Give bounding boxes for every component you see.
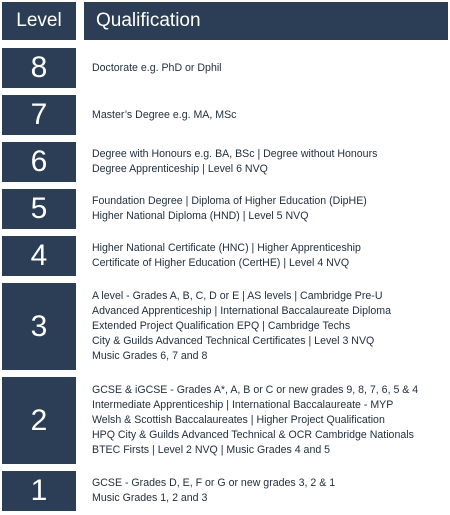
qualification-line: Higher National Diploma (HND) | Level 5 NVQ — [92, 210, 309, 222]
qualification-description — [92, 236, 448, 276]
table-row-level-7 — [2, 95, 448, 135]
qualification-line: Doctorate e.g. PhD or Dphil — [92, 61, 222, 74]
qualification-line: Degree Apprenticeship | Level 6 NVQ — [92, 163, 268, 175]
qualification-description — [92, 95, 448, 135]
qualification-line: GCSE - Grades D, E, F or G or new grades 3, 2 & 1 — [92, 477, 336, 489]
qualification-line: Master’s Degree e.g. MA, MSc — [92, 108, 237, 121]
level-column-header: Level — [2, 2, 76, 40]
table-row-level-2 — [2, 377, 448, 464]
level-number: 4 — [2, 236, 76, 276]
qualification-line: BTEC Firsts | Level 2 NVQ | Music Grades 4 and 5 — [92, 444, 331, 456]
level-number: 6 — [2, 142, 76, 182]
table-row-level-8 — [2, 48, 448, 88]
level-number: 3 — [2, 283, 76, 370]
table-row-level-4 — [2, 236, 448, 276]
table-row-level-1 — [2, 471, 448, 511]
qualification-description — [92, 377, 448, 464]
qualification-description — [92, 283, 448, 370]
qualification-description — [92, 48, 448, 88]
qualification-line: GCSE & iGCSE - Grades A*, A, B or C or new grades 9, 8, 7, 6, 5 & 4 — [92, 384, 419, 396]
qualification-line: Music Grades 6, 7 and 8 — [92, 350, 208, 362]
qualification-line: Extended Project Qualification EPQ | Cambridge Techs — [92, 320, 351, 332]
qualification-line: Foundation Degree | Diploma of Higher Education (DipHE) — [92, 195, 367, 207]
level-number: 1 — [2, 471, 76, 511]
qualification-line: City & Guilds Advanced Technical Certificates | Level 3 NVQ — [92, 335, 375, 347]
level-number: 5 — [2, 189, 76, 229]
table-row-level-6 — [2, 142, 448, 182]
qualification-line: Welsh & Scottish Baccalaureates | Higher Project Qualification — [92, 414, 385, 426]
qualification-description — [92, 471, 448, 511]
qualification-line: Higher National Certificate (HNC) | Higher Apprenticeship — [92, 242, 361, 254]
table-row-level-3 — [2, 283, 448, 370]
level-number: 7 — [2, 95, 76, 135]
level-number: 2 — [2, 377, 76, 464]
level-number: 8 — [2, 48, 76, 88]
table-header — [2, 2, 448, 40]
table-row-level-5 — [2, 189, 448, 229]
qualification-description — [92, 142, 448, 182]
qualification-line: Degree with Honours e.g. BA, BSc | Degree without Honours — [92, 148, 378, 160]
qualification-line: HPQ City & Guilds Advanced Technical & OCR Cambridge Nationals — [92, 429, 414, 441]
qualification-description — [92, 189, 448, 229]
qualification-line: Advanced Apprenticeship | International Baccalaureate Diploma — [92, 305, 391, 317]
qualification-line: A level - Grades A, B, C, D or E | AS levels | Cambridge Pre-U — [92, 290, 383, 302]
qualification-line: Music Grades 1, 2 and 3 — [92, 492, 208, 504]
qualification-line: Intermediate Apprenticeship | International Baccalaureate - MYP — [92, 399, 394, 411]
qualification-column-header: Qualification — [84, 2, 448, 40]
qualification-line: Certificate of Higher Education (CertHE) | Level 4 NVQ — [92, 257, 350, 269]
